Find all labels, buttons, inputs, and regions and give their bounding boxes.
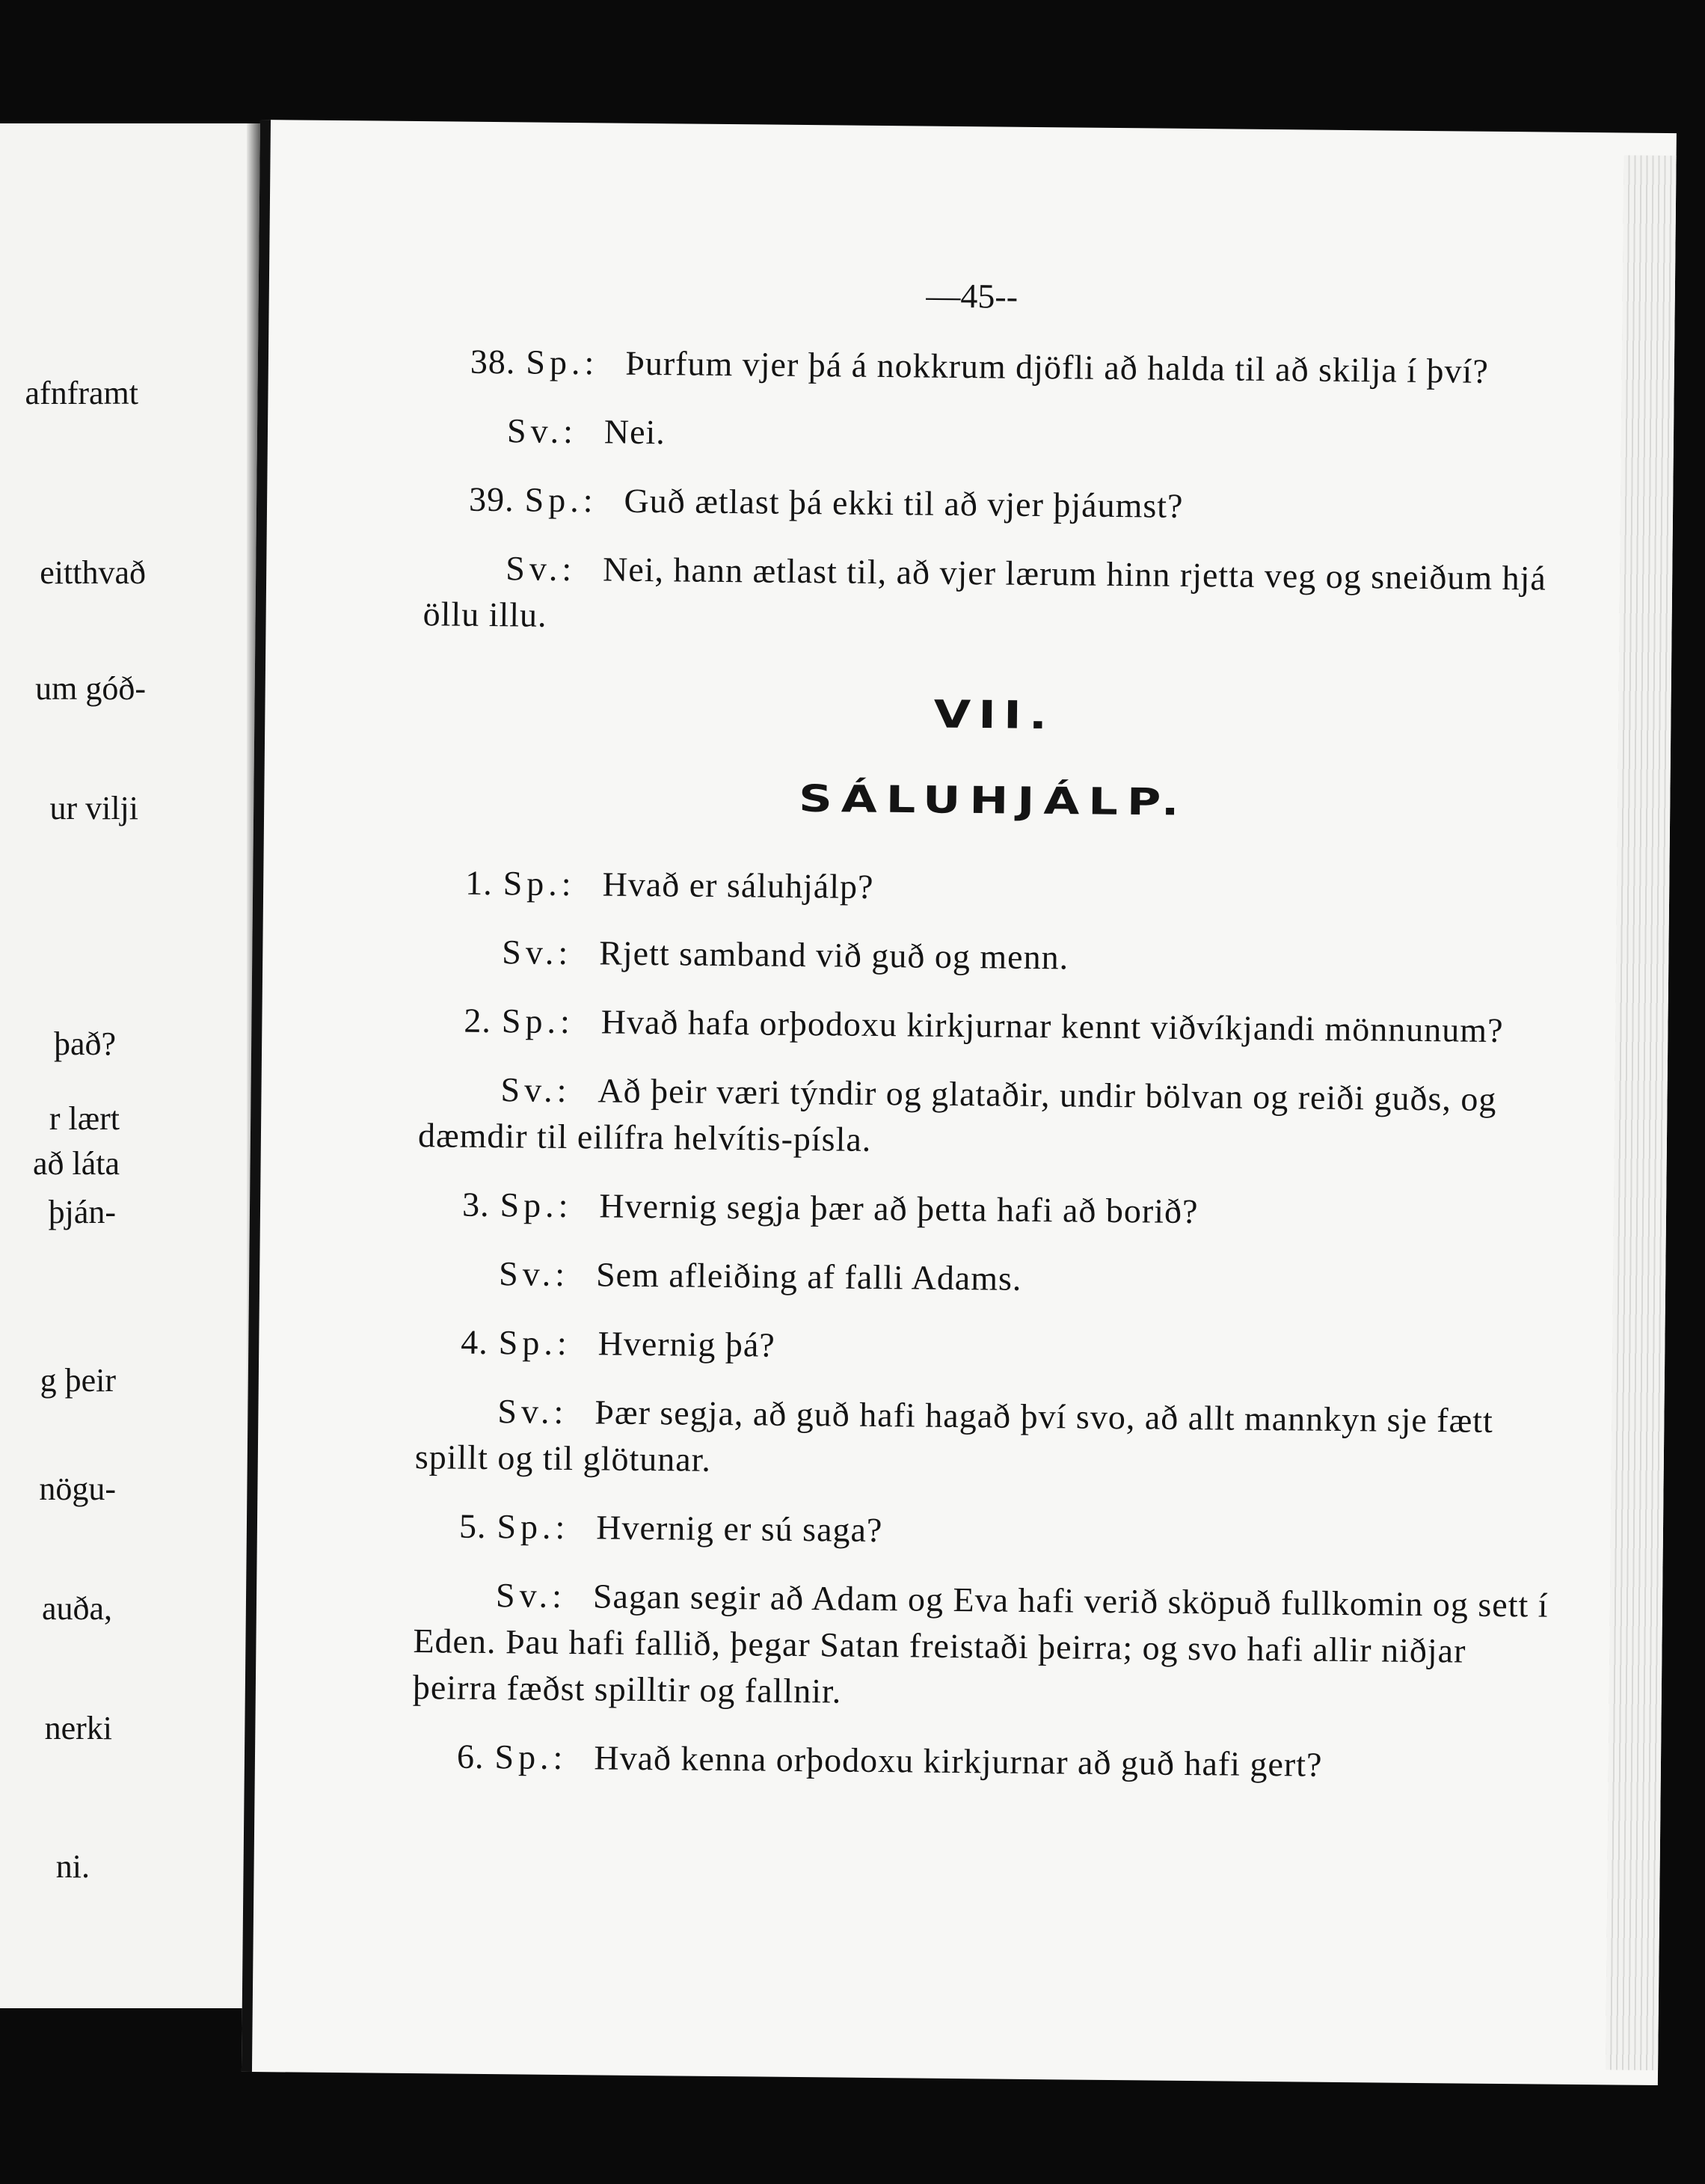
answer-text: Sagan segir að Adam og Eva hafi verið sköpuð fullkomin og sett í Eden. Þau hafi fallið, þegar Satan freistaði þeirra; og svo hafi allir niðjar þeirra fæðst spilltir og fallnir. (412, 1577, 1549, 1711)
question-text: Hvað kenna orþodoxu kirkjurnar að guð hafi gert? (594, 1738, 1323, 1784)
question-paragraph (426, 338, 1570, 396)
answer-text: Að þeir væri týndir og glataðir, undir bölvan og reiði guðs, og dæmdir til eilífra helvítis-písla. (417, 1071, 1497, 1159)
question-text: Hvernig segja þær að þetta hafi að borið? (599, 1186, 1199, 1231)
left-page-fragment: r lært (49, 1100, 120, 1137)
page-edge (1606, 156, 1677, 2071)
question-paragraph (417, 1181, 1562, 1239)
answer-text: Nei. (603, 412, 666, 452)
question-text: Hvernig er sú saga? (596, 1508, 883, 1550)
left-page-fragment: nögu- (39, 1470, 116, 1507)
answer-text: Rjett samband við guð og menn. (598, 933, 1069, 977)
left-page-fragment: g þeir (40, 1362, 116, 1399)
answer-label: Sv.: (502, 933, 573, 972)
question-label: Sp.: (498, 1323, 571, 1363)
question-label: Sp.: (497, 1507, 570, 1547)
answer-text: Sem afleiðing af falli Adams. (595, 1255, 1022, 1298)
question-paragraph (419, 997, 1564, 1055)
answer-paragraph (418, 1066, 1563, 1170)
answer-paragraph (417, 1250, 1561, 1307)
question-number: 5. (458, 1506, 487, 1545)
question-number: 3. (461, 1185, 490, 1224)
question-number: 6. (456, 1737, 485, 1776)
page-body (411, 338, 1570, 1813)
left-page-fragment: afnframt (25, 375, 138, 411)
qa-block-top (423, 338, 1570, 648)
answer-paragraph (425, 407, 1570, 464)
left-page-fragment: þján- (48, 1194, 116, 1230)
chapter-heading: VII. (933, 693, 1055, 738)
question-number: 1. (464, 863, 493, 903)
question-label: Sp.: (494, 1737, 568, 1777)
answer-label: Sv.: (497, 1392, 568, 1432)
question-paragraph (420, 859, 1565, 917)
answer-text: Nei, hann ætlast til, að vjer lærum hinn rjetta veg og sneiðum hjá öllu illu. (423, 550, 1547, 634)
question-label: Sp.: (524, 480, 597, 520)
left-page-fragment: um góð- (35, 670, 146, 707)
left-page-fragment: ur vilji (49, 790, 138, 826)
left-page-fragment: að láta (32, 1145, 120, 1182)
question-label: Sp.: (503, 864, 576, 904)
qa-block-main (412, 859, 1565, 1791)
answer-label: Sv.: (506, 549, 577, 589)
question-paragraph (424, 476, 1569, 533)
answer-text: Þær segja, að guð hafi hagað því svo, að allt mannkyn sje fætt spillt og til glötunar. (414, 1393, 1494, 1479)
question-text: Hvernig þá? (597, 1324, 776, 1364)
question-paragraph (414, 1503, 1559, 1560)
question-text: Hvað hafa orþodoxu kirkjurnar kennt viðvíkjandi mönnunum? (600, 1002, 1504, 1050)
page-number: —45-- (926, 276, 1019, 316)
question-number: 2. (464, 1001, 492, 1040)
left-page (0, 123, 251, 2008)
answer-paragraph (420, 928, 1564, 986)
answer-label: Sv.: (498, 1254, 570, 1294)
question-label: Sp.: (500, 1185, 573, 1225)
left-page-fragment: nerki (44, 1710, 112, 1746)
answer-label: Sv.: (506, 411, 578, 451)
question-number: 38. (470, 342, 516, 381)
question-label: Sp.: (501, 1001, 575, 1041)
question-paragraph (416, 1319, 1561, 1376)
question-number: 39. (468, 479, 514, 519)
right-page (242, 120, 1677, 2085)
question-text: Þurfum vjer þá á nokkrum djöfli að halda til að skilja í því? (625, 343, 1490, 390)
section-heading: SÁLUHJÁLP. (798, 776, 1188, 824)
answer-paragraph (413, 1571, 1558, 1722)
left-page-fragment: ni. (55, 1848, 90, 1885)
left-page-fragment: eitthvað (40, 554, 146, 591)
answer-paragraph (423, 545, 1567, 648)
question-text: Guð ætlast þá ekki til að vjer þjáumst? (624, 481, 1184, 525)
left-page-fragment: það? (53, 1025, 116, 1062)
answer-label: Sv.: (500, 1070, 571, 1110)
question-label: Sp.: (526, 343, 599, 382)
answer-paragraph (415, 1387, 1560, 1491)
question-paragraph (412, 1733, 1557, 1791)
question-number: 4. (461, 1322, 489, 1362)
left-page-fragment: auða, (41, 1590, 112, 1627)
question-text: Hvað er sáluhjálp? (602, 865, 874, 906)
answer-label: Sv.: (495, 1576, 567, 1616)
